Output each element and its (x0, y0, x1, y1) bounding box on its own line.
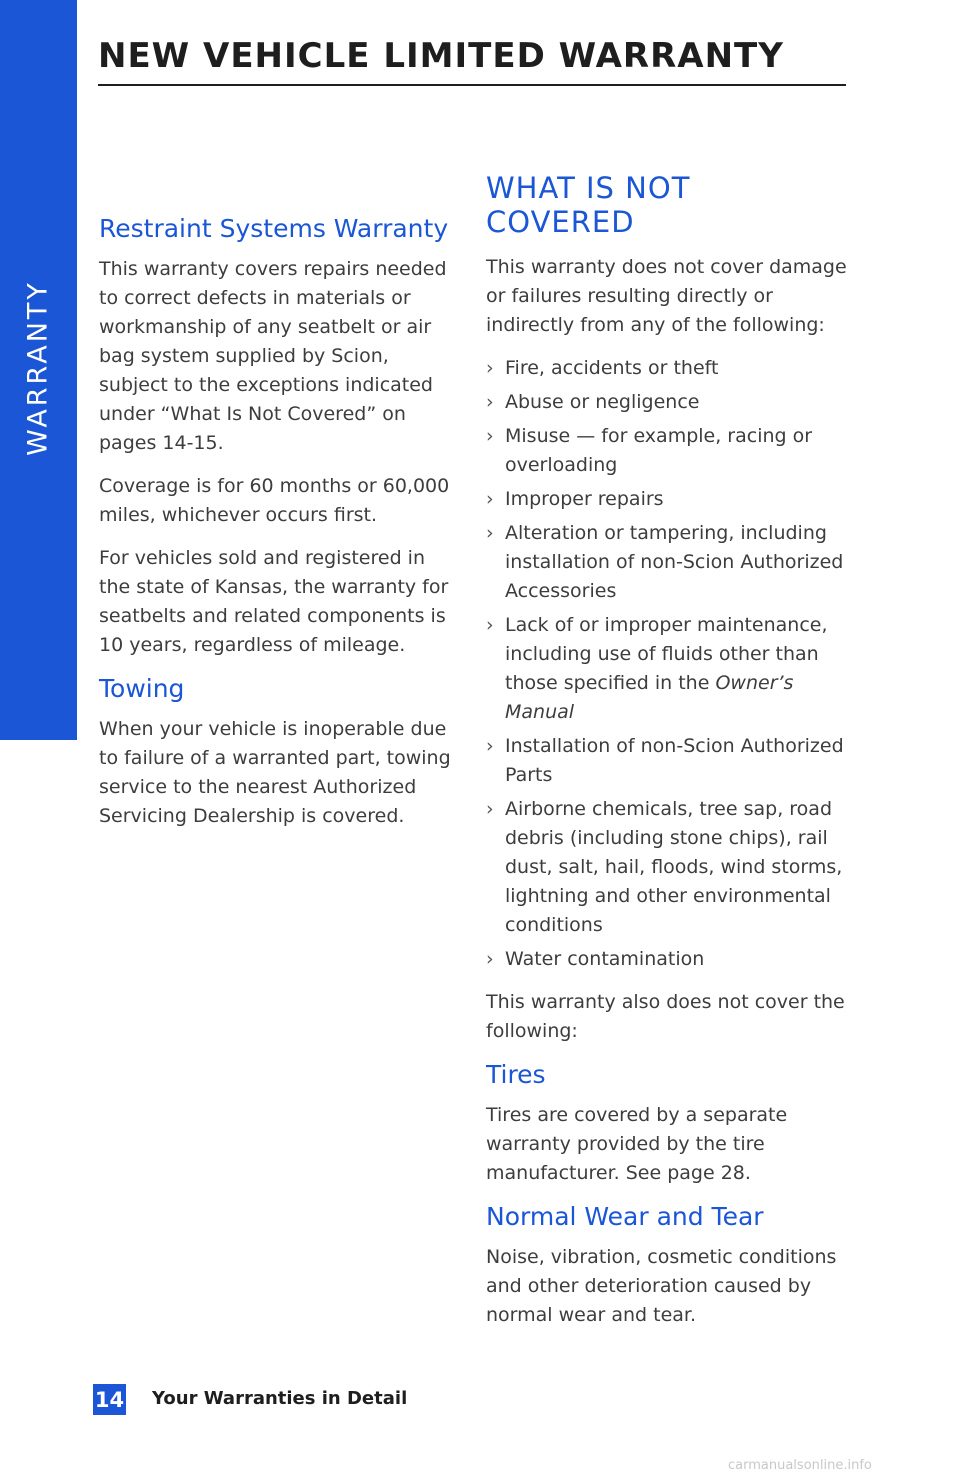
tires-paragraph: Tires are covered by a separate warranty provided by the tire manufacturer. See page 28. (486, 1104, 788, 1184)
list-item: › Abuse or negligence (486, 388, 848, 417)
chevron-right-icon: › (486, 357, 494, 379)
not-covered-list (486, 354, 848, 974)
sidebar-label-text: WARRANTY (22, 280, 54, 456)
page-number-badge: 14 (93, 1384, 126, 1415)
tires-section (486, 1060, 848, 1188)
chevron-right-icon: › (486, 798, 494, 820)
list-item: › Installation of non-Scion Authorized Parts (486, 732, 848, 790)
list-item: › Fire, accidents or theft (486, 354, 848, 383)
list-item: › Airborne chemicals, tree sap, road debris (including stone chips), rail dust, salt, hail, floods, wind storms, lightning and other environmental conditions (486, 795, 848, 940)
wear-section (486, 1202, 848, 1330)
list-item: › Alteration or tampering, including installation of non-Scion Authorized Accessories (486, 519, 848, 606)
restraint-heading: Restraint Systems Warranty (99, 214, 449, 243)
not-covered-also: This warranty also does not cover the following: (486, 991, 845, 1042)
chevron-right-icon: › (486, 614, 494, 636)
not-covered-intro: This warranty does not cover damage or failures resulting directly or indirectly from any of the following: (486, 256, 847, 336)
chevron-right-icon: › (486, 948, 494, 970)
list-item: › Lack of or improper maintenance, including use of fluids other than those specified in the Owner’s Manual (486, 611, 848, 727)
chevron-right-icon: › (486, 425, 494, 447)
list-item: › Water contamination (486, 945, 848, 974)
restraint-paragraph-2: Coverage is for 60 months or 60,000 miles, whichever occurs first. (99, 475, 450, 526)
owners-manual-emphasis: Owner’s Manual (505, 672, 794, 723)
restraint-paragraph-3: For vehicles sold and registered in the state of Kansas, the warranty for seatbelts and related components is 10 years, regardless of mileage. (99, 547, 449, 656)
restraint-section (99, 214, 461, 660)
not-covered-section (486, 171, 848, 1046)
list-item: › Misuse — for example, racing or overloading (486, 422, 848, 480)
wear-heading: Normal Wear and Tear (486, 1202, 764, 1231)
towing-heading: Towing (99, 674, 185, 703)
towing-section (99, 674, 461, 831)
towing-paragraph: When your vehicle is inoperable due to failure of a warranted part, towing service to the nearest Authorized Servicing Dealership is covered. (99, 718, 451, 827)
not-covered-heading: WHAT IS NOT COVERED (486, 171, 691, 239)
footer-section-title: Your Warranties in Detail (152, 1388, 408, 1409)
watermark: carmanualsonline.info (728, 1458, 872, 1473)
list-item: › Improper repairs (486, 485, 848, 514)
page-title: NEW VEHICLE LIMITED WARRANTY (98, 36, 784, 76)
left-column (99, 214, 461, 845)
tires-heading: Tires (486, 1060, 546, 1089)
restraint-paragraph-1: This warranty covers repairs needed to correct defects in materials or workmanship of any seatbelt or air bag system supplied by Scion, subject to the exceptions indicated under “What Is Not Covered” on pages 14-15. (99, 258, 447, 454)
right-column (486, 171, 848, 1344)
chevron-right-icon: › (486, 735, 494, 757)
chevron-right-icon: › (486, 391, 494, 413)
header-divider (98, 84, 846, 86)
sidebar-label (0, 0, 77, 740)
wear-paragraph: Noise, vibration, cosmetic conditions and other deterioration caused by normal wear and tear. (486, 1246, 837, 1326)
chevron-right-icon: › (486, 488, 494, 510)
chevron-right-icon: › (486, 522, 494, 544)
